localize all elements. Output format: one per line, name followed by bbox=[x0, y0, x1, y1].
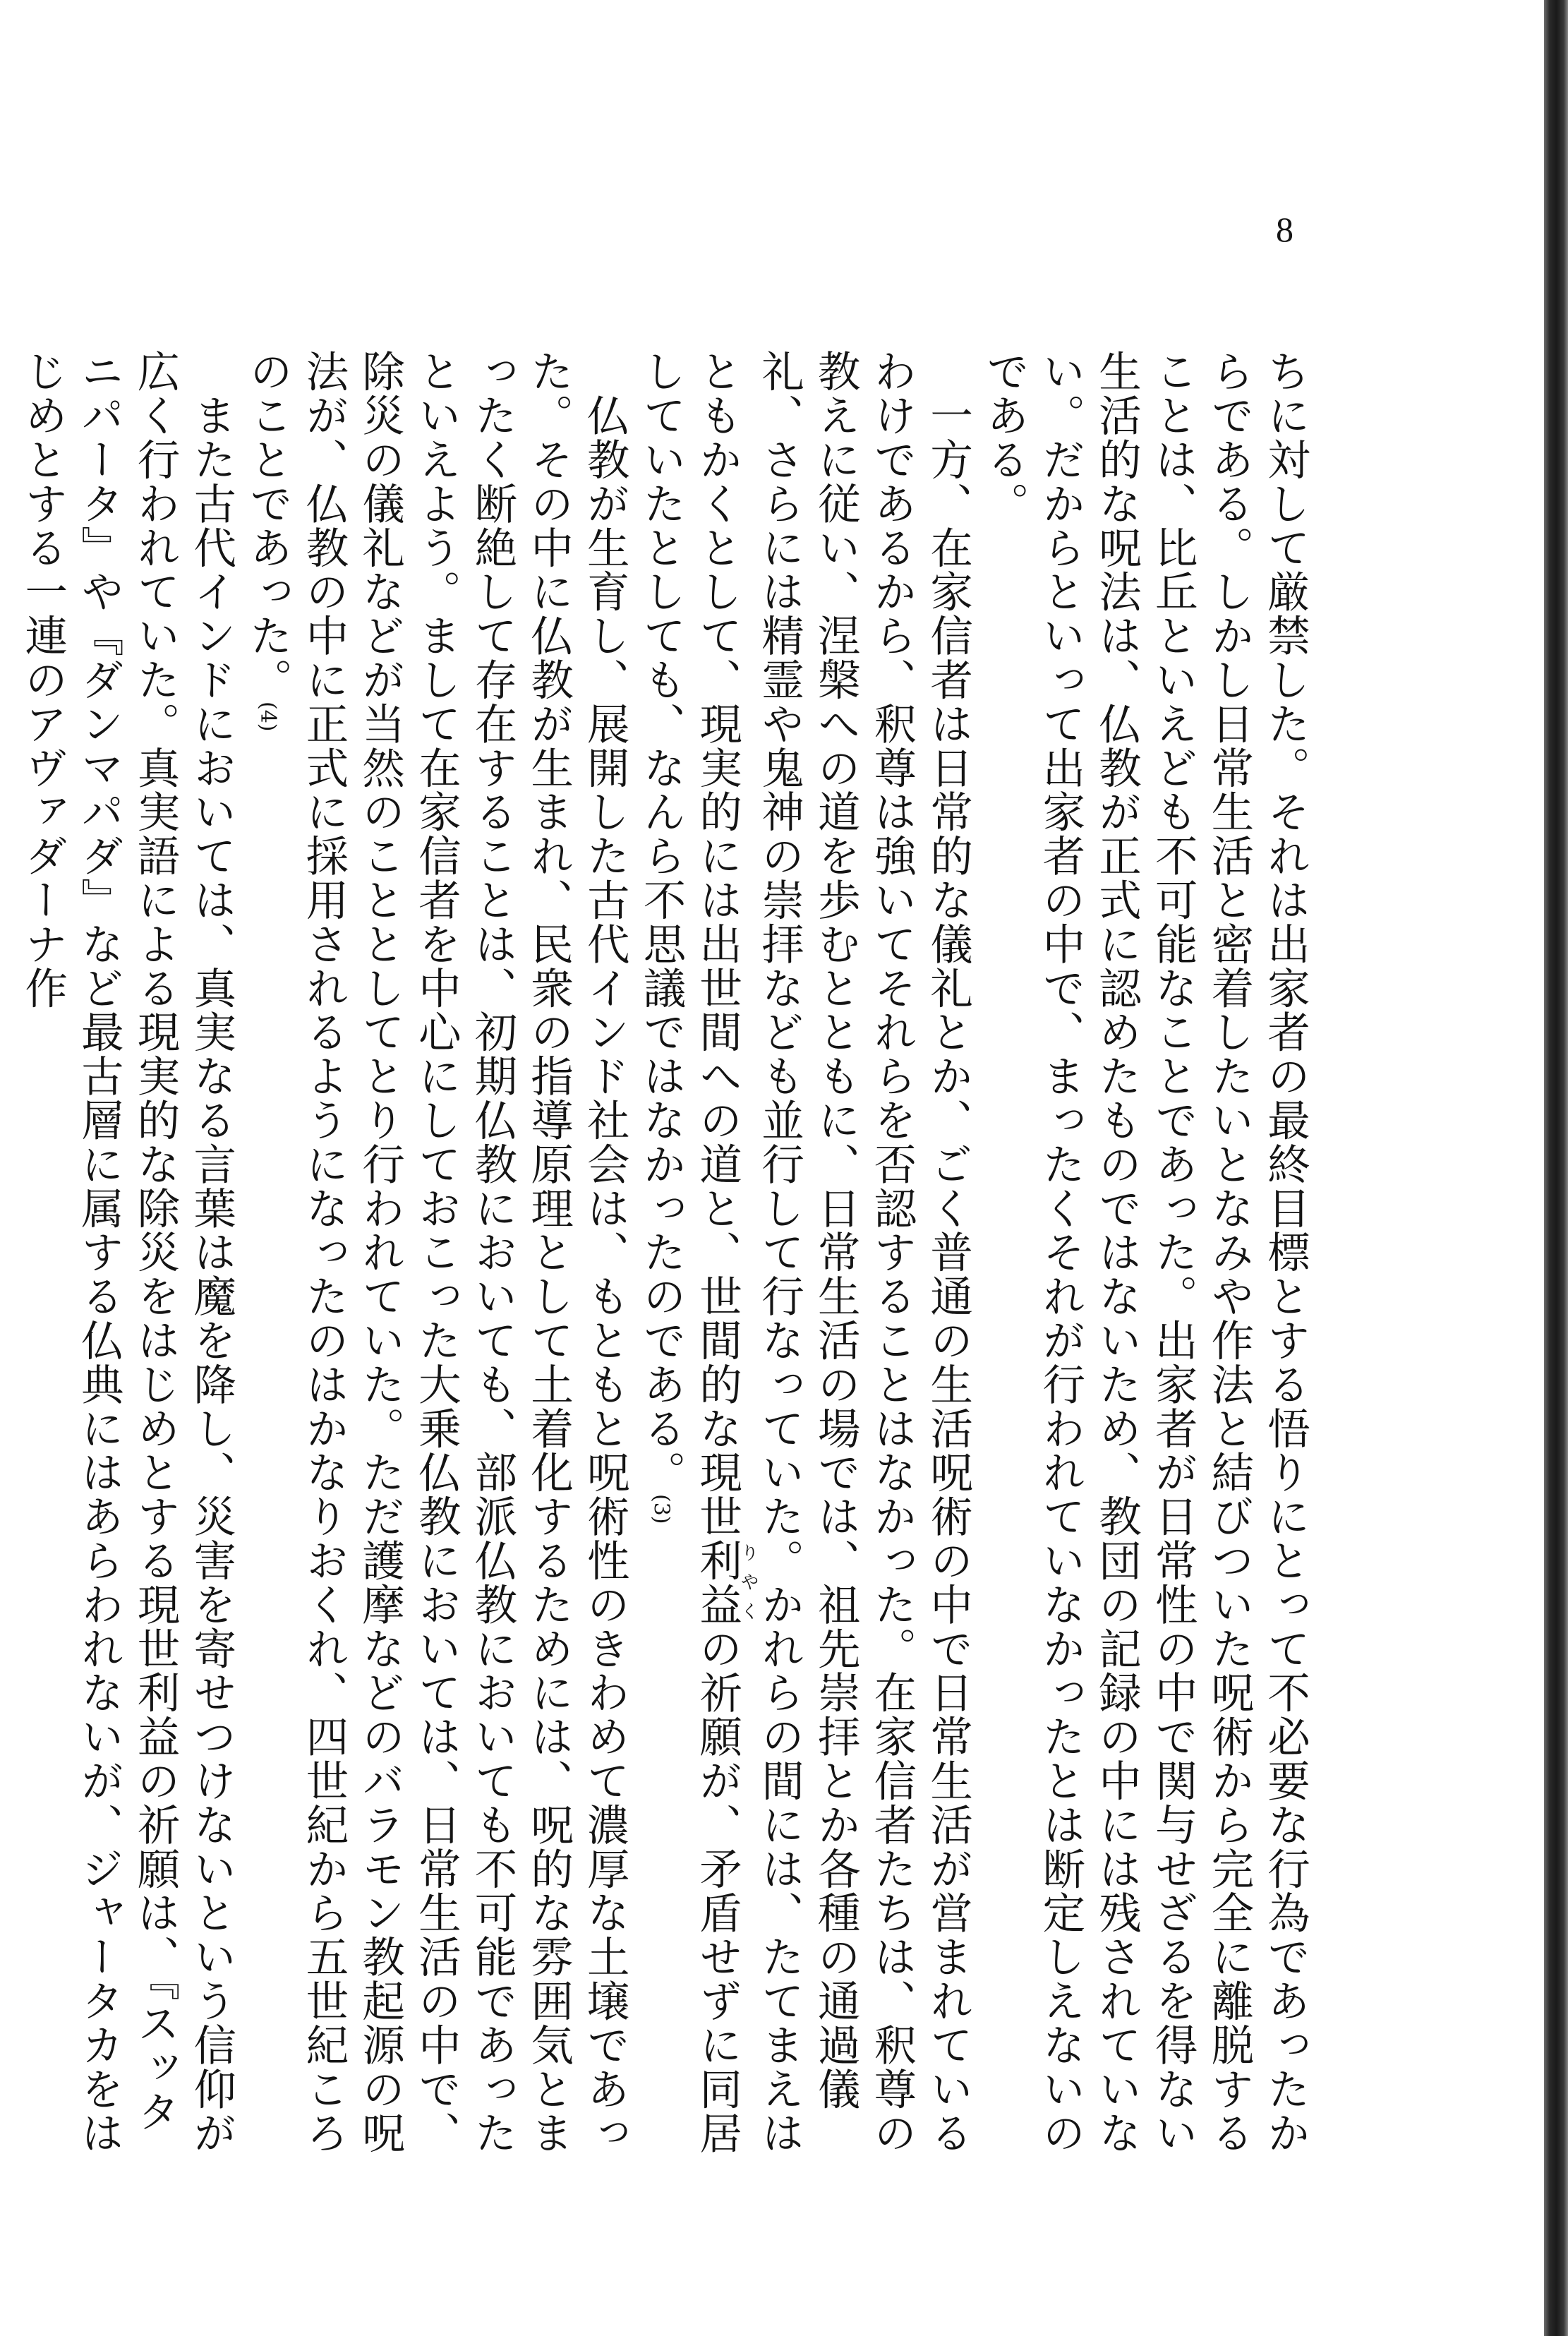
footnote-marker-4: (4) bbox=[255, 702, 280, 732]
body-text bbox=[18, 349, 1313, 2170]
paragraph-3-text: 仏教が生育し、展開した古代インド社会は、もともと呪術性のきわめて濃厚な土壌であった。その中に仏教が生まれ、民衆の指導原理として土着化するためには、呪的な雰囲気とまったく断絶して存在することは、初期仏教においても、部派仏教においても不可能であったといえよう。まして在家信者を中心にしておこった大乗仏教においては、日常生活の中で、除災の儀礼などが当然のこととしてとり行われていた。ただ護摩などのバラモン教起源の呪法が、仏教の中に正式に採用されるようになったのはかなりおくれ、四世紀から五世紀ころのことであった。 bbox=[242, 349, 629, 2155]
paragraph-1-text: ちに対して厳禁した。それは出家者の最終目標とする悟りにとって不必要な行為であったからである。しかし日常生活と密着したいとなみや作法と結びついた呪術から完全に離脱することは、比丘といえども不可能なことであった。出家者が日常性の中で関与せざるを得ない生活的な呪法は、仏教が正式に認めたものではないため、教団の記録の中には残されていない。だからといって出家者の中で、まったくそれが行われていなかったとは断定しえないのである。 bbox=[979, 349, 1310, 2155]
footnote-marker-3: (3) bbox=[649, 1494, 674, 1524]
page-number: 8 bbox=[1276, 210, 1293, 249]
scan-binding-edge bbox=[1544, 0, 1568, 2336]
paragraph-2-text-b: の祈願が、矛盾せずに同居していたとしても、なんら不思議ではなかったのである。 bbox=[636, 349, 742, 2155]
paragraph-1 bbox=[975, 349, 1313, 2170]
paragraph-4-text: また古代インドにおいては、真実なる言葉は魔を降し、災害を寄せつけないという信仰が広く行われていた。真実語による現実的な除災をはじめとする現世利益の祈願は、『スッタニパータ』や『ダンマパダ』など最古層に属する仏典にはあらわれないが、ジャータカをはじめとする一連のアヴァダーナ作 bbox=[18, 349, 236, 2155]
paragraph-4 bbox=[14, 349, 239, 2170]
paragraph-3 bbox=[239, 349, 632, 2170]
paragraph-2 bbox=[632, 349, 975, 2170]
ruby-reading: りやく bbox=[737, 1538, 759, 1627]
ruby-riyaku bbox=[692, 1538, 759, 1627]
paragraph-2-text-a: 一方、在家信者は日常的な儀礼とか、ごく普通の生活呪術の中で日常生活が営まれているわけであるから、釈尊は強いてそれらを否認することはなかった。在家信者たちは、釈尊の教えに従い、涅槃への道を歩むとともに、日常生活の場では、祖先崇拝とか各種の通過儀礼、さらには精霊や鬼神の崇拝なども並行して行なっていた。かれらの間には、たてまえはともかくとして、現実的には出世間への道と、世間的な現世 bbox=[692, 349, 973, 2155]
ruby-base: 利益 bbox=[692, 1538, 742, 1627]
